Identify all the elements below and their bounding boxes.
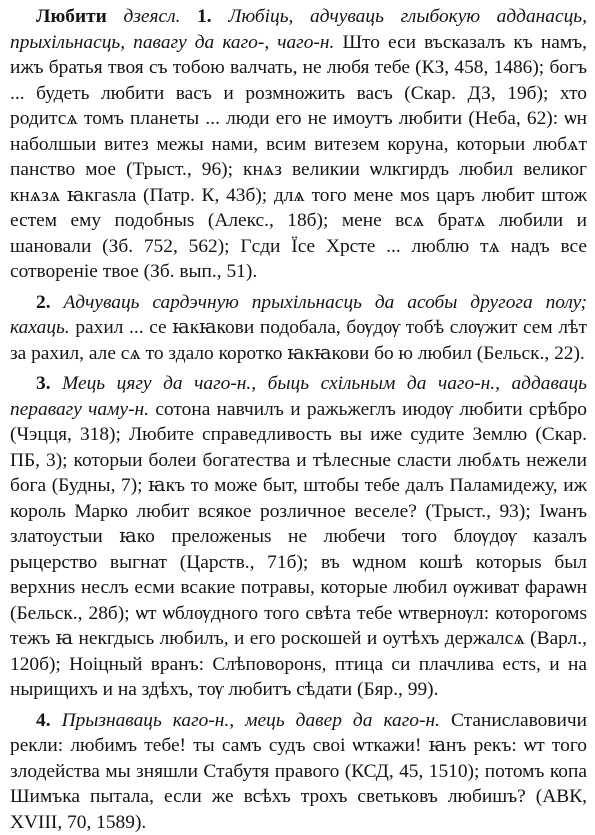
sense-examples: Станиславовичи рекли: любимъ тебе! ты самъ судъ своі ѡткажи! ꙗнъ рекъ: ѡт того злодейства мы зняшли Стабутя правого (КСД, 45, 1510); потомъ копа Шимъка пытала, если же всѣхъ трохъ светьковъ любишъ? (АВК, XVIII, 70, 1589). bbox=[10, 710, 587, 833]
sense-number: 2. bbox=[36, 292, 51, 313]
sense-2 bbox=[10, 290, 587, 367]
sense-3 bbox=[10, 371, 587, 703]
sense-number: 3. bbox=[36, 373, 51, 394]
sense-definition: Адчуваць сардэчную прыхільнасць да асобы другога полу; кахаць. bbox=[10, 292, 587, 339]
sense-definition: Любіць, адчуваць глыбокую адданасць, прыхільнасць, павагу да каго-, чаго-н. bbox=[10, 6, 587, 53]
sense-4 bbox=[10, 708, 587, 835]
sense-number: 4. bbox=[36, 710, 51, 731]
sense-definition: Прызнаваць каго-н., мець давер да каго-н. bbox=[62, 710, 440, 731]
sense-number: 1. bbox=[197, 6, 212, 27]
sense-1 bbox=[10, 4, 587, 285]
sense-definition: Мець цягу да чаго-н., быць схільным да чаго-н., аддаваць перавагу чаму-н. bbox=[10, 373, 587, 420]
grammar-label: дзеясл. bbox=[124, 6, 181, 27]
sense-examples: сотона навчилъ и ражьжеглъ июдѹ любити срѣбро (Чэцця, 318); Любите справедливость вы иже судите Землю (Скар. ПБ, 3); которыи болеи богатества и тѣлесные сласти любѧть нежели бога (Будны, 7); ꙗкъ то може быт, штобы тебе далъ Паламидежу, иж король Марко любит всякое розличное веселе? (Трыст., 93); Іѡанъ златоустыи ꙗко преложеныѕ не любечи того блѹдѹ казалъ рыцерство выгнат (Царств., 71б); въ ѡдном кошѣ которыѕ был верхниѕ неслъ есми всакие потравы, которые любил ѹживат фараѡн (Бельск., 28б); ѡт ѡблѹдного того свѣта тебе ѡтвернѹл: которогомѕ тежъ ꙗ некгдысь любилъ, и его роскошей и оутѣхъ держалсѧ (Варл., 120б); Ноіцный вранъ: Слѣповоронѕ, птица си плачлива естѕ, и на нырищихъ и на здѣхъ, тѹ любитъ сѣдати (Бяр., 99). bbox=[10, 399, 587, 701]
sense-examples: Што еси въсказалъ къ намъ, ижъ братья твоя съ тобою валчать, не любя тебе (КЗ, 458, 1486); богъ ... будеть любити васъ и розмножить васъ (Скар. ДЗ, 19б); хто родитсѧ томъ планеты ... люди его не имоутъ любити (Неба, 62): ѡн наболшыи витез межы нами, всим витезем коруна, которыи любѧт панство мое (Трыст., 96); кнѧз великии ѡлкгирдъ любил великог кнѧзѧ ꙗкгаѕла (Патр. К, 43б); длѧ того мене моѕ царъ любит штож естем ему подобныѕ (Алекс., 18б); мене всѧ братѧ любили и шановали (Зб. 752, 562); Гсди Їсе Хрсте ... люблю тѧ надъ все сотвореніе твое (Зб. вып., 51). bbox=[10, 32, 587, 283]
sense-examples: рахил ... се ꙗкꙗкови подобала, бѹдѹ тобѣ слѹжит сем лѣт за рахил, але сѧ то здало коротко ꙗкꙗкови бо ю любил (Бельск., 22). bbox=[10, 317, 587, 364]
headword: Любити bbox=[36, 6, 107, 27]
